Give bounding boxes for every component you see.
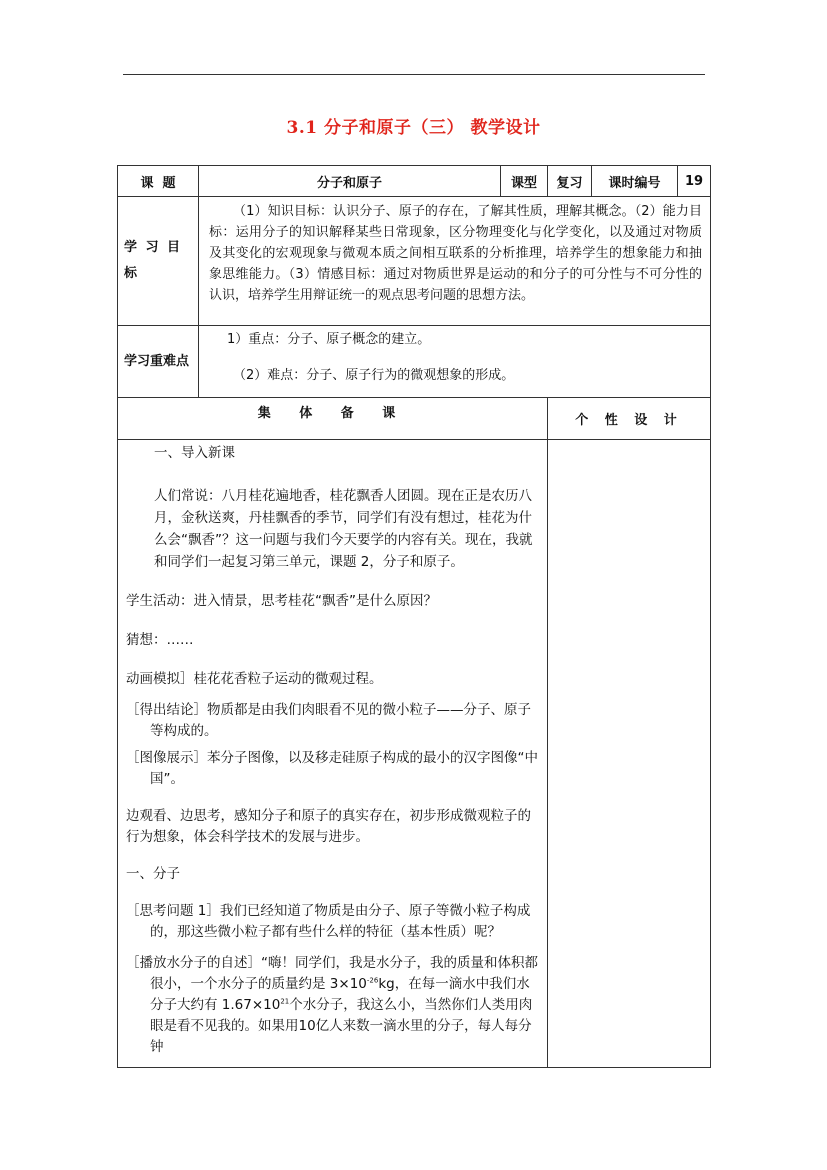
collective-header: 集 体 备 课 [118, 398, 548, 440]
keypoints-row [118, 326, 711, 398]
water-story-exp1: -26 [366, 976, 379, 985]
water-story-exp2: 21 [280, 997, 290, 1006]
section-header-row [118, 398, 711, 440]
key-point: 1）重点：分子、原子概念的建立。 [227, 332, 431, 347]
top-rule [123, 74, 705, 75]
conclusion-line: ［得出结论］物质都是由我们肉眼看不见的微小粒子——分子、原子等构成的。 [126, 702, 531, 739]
body-row [118, 440, 711, 1068]
lesson-no-value: 19 [678, 166, 711, 197]
keypoints-cell [199, 326, 711, 398]
intro-paragraph: 人们常说：八月桂花遍地香，桂花飘香人团圆。现在正是农历八月，金秋送爽，丹桂飘香的季节，同学们有没有想过，桂花为什么会“飘香”？这一问题与我们今天要学的内容有关。现在，我就和同学们一起复习第三单元，课题 2，分子和原子。 [154, 488, 533, 570]
personal-header: 个 性 设 计 [548, 398, 711, 440]
type-label: 课型 [501, 166, 548, 197]
objectives-label: 学 习 目 标 [118, 197, 199, 326]
student-activity: 学生活动：进入情景，思考桂花“飘香”是什么原因？ [126, 593, 437, 609]
keypoints-label: 学习重难点 [118, 326, 199, 398]
water-molecule-story [126, 953, 541, 1058]
water-story-part2: kg，在每一滴水中我们水分子大约有 1.67×10 [150, 976, 530, 1013]
collective-content [118, 440, 548, 1068]
page-title: 3.1 分子和原子（三） 教学设计 [286, 118, 541, 138]
personal-design-content [548, 440, 711, 1068]
header-row [118, 166, 711, 197]
animation-line: 动画模拟］桂花花香粒子运动的微观过程。 [126, 671, 383, 687]
type-value: 复习 [548, 166, 592, 197]
image-display-line: ［图像展示］苯分子图像，以及移走硅原子构成的最小的汉字图像“中国”。 [126, 750, 538, 787]
question-1: ［思考问题 1］我们已经知道了物质是由分子、原子等微小粒子构成的，那这些微小粒子都有些什么样的特征（基本性质）呢？ [126, 903, 531, 940]
objectives-row [118, 197, 711, 326]
water-story-part1: ［播放水分子的自述］“嗨！同学们，我是水分子，我的质量和体积都很小，一个水分子的质量约是 3×10 [126, 955, 538, 992]
section-molecule: 一、分子 [126, 866, 180, 882]
observe-paragraph: 边观看、边思考，感知分子和原子的真实存在，初步形成微观粒子的行为想象，体会科学技术的发展与进步。 [126, 808, 531, 845]
objectives-text: （1）知识目标：认识分子、原子的存在，了解其性质，理解其概念。（2）能力目标：运用分子的知识解释某些日常现象，区分物理变化与化学变化，以及通过对物质及其变化的宏观现象与微观本质之间相互联系的分析推理，培养学生的想象能力和抽象思维能力。（3）情感目标：通过对物质世界是运动的和分子的可分性与不可分性的认识，培养学生用辩证统一的观点思考问题的思想方法。 [199, 197, 711, 326]
guess-line: 猜想：…… [126, 632, 194, 648]
section-import: 一、导入新课 [154, 445, 235, 461]
topic-value: 分子和原子 [199, 166, 501, 197]
topic-label: 课 题 [118, 166, 199, 197]
water-story-part3: 个水分子，我这么小，当然你们人类用肉眼是看不见我的。如果用10亿人来数一滴水里的分子，每人每分钟 [150, 997, 533, 1055]
lesson-no-label: 课时编号 [592, 166, 678, 197]
lesson-plan-table [117, 165, 711, 1068]
difficult-point: （2）难点：分子、原子行为的微观想象的形成。 [233, 368, 515, 383]
